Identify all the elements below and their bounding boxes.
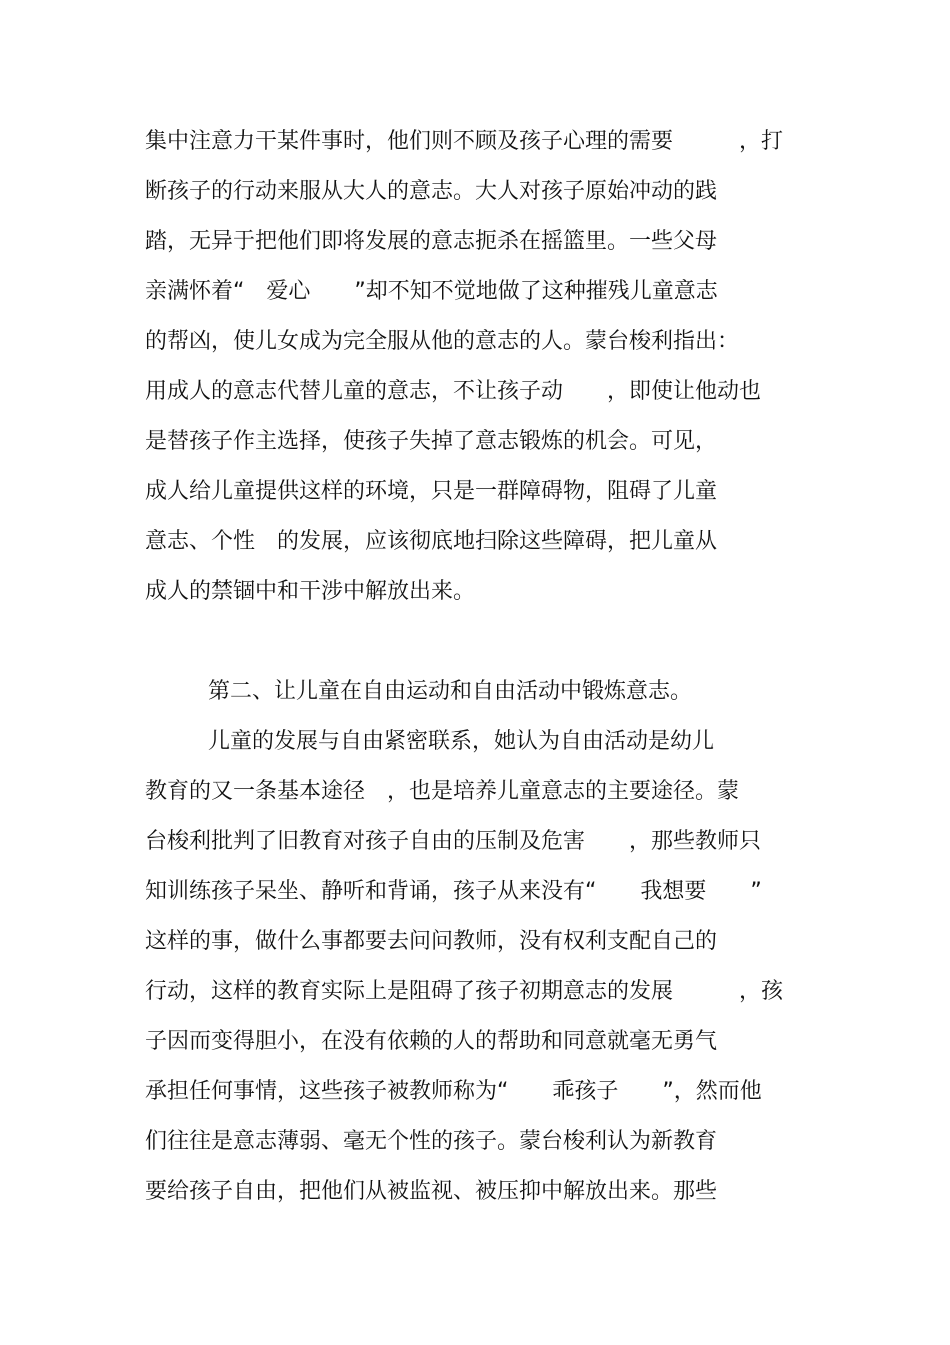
paragraph-line: 集中注意力干某件事时，他们则不顾及孩子心理的需要 ，打 [145,129,784,154]
paragraph-line: 的帮凶，使儿女成为完全服从他的意志的人。蒙台梭利指出： [145,329,740,354]
paragraph-line: 意志、个性 的发展，应该彻底地扫除这些障碍，把儿童从 [145,529,718,554]
paragraph-line: 台梭利批判了旧教育对孩子自由的压制及危害 ，那些教师只 [145,829,762,854]
paragraph-line: 行动，这样的教育实际上是阻碍了孩子初期意志的发展 ，孩 [145,979,784,1004]
paragraph-line: 教育的又一条基本途径 ，也是培养儿童意志的主要途径。蒙 [145,779,740,804]
paragraph-line: 踏，无异于把他们即将发展的意志扼杀在摇篮里。一些父母 [145,229,718,254]
paragraph-line: 成人的禁锢中和干涉中解放出来。 [145,579,476,604]
paragraph-line: 知训练孩子呆坐、静听和背诵，孩子从来没有“ 我想要 ” [145,879,762,904]
paragraph-line: 用成人的意志代替儿童的意志，不让孩子动 ，即使让他动也 [145,379,762,404]
paragraph-line: 亲满怀着“ 爱心 ”却不知不觉地做了这种摧残儿童意志 [145,279,718,304]
paragraph-line: 断孩子的行动来服从大人的意志。大人对孩子原始冲动的践 [145,179,718,204]
paragraph-line: 是替孩子作主选择，使孩子失掉了意志锻炼的机会。可见， [145,429,718,454]
paragraph-line: 成人给儿童提供这样的环境，只是一群障碍物，阻碍了儿童 [145,479,718,504]
paragraph-line: 这样的事，做什么事都要去问问教师，没有权利支配自己的 [145,929,718,954]
paragraph-line: 儿童的发展与自由紧密联系，她认为自由活动是幼儿 [208,729,715,754]
section-heading: 第二、让儿童在自由运动和自由活动中锻炼意志。 [208,679,693,704]
paragraph-line: 们往往是意志薄弱、毫无个性的孩子。蒙台梭利认为新教育 [145,1129,718,1154]
paragraph-line: 承担任何事情，这些孩子被教师称为“ 乖孩子 ”，然而他 [145,1079,762,1104]
paragraph-line: 要给孩子自由，把他们从被监视、被压抑中解放出来。那些 [145,1179,718,1204]
paragraph-line: 子因而变得胆小，在没有依赖的人的帮助和同意就毫无勇气 [145,1029,718,1054]
